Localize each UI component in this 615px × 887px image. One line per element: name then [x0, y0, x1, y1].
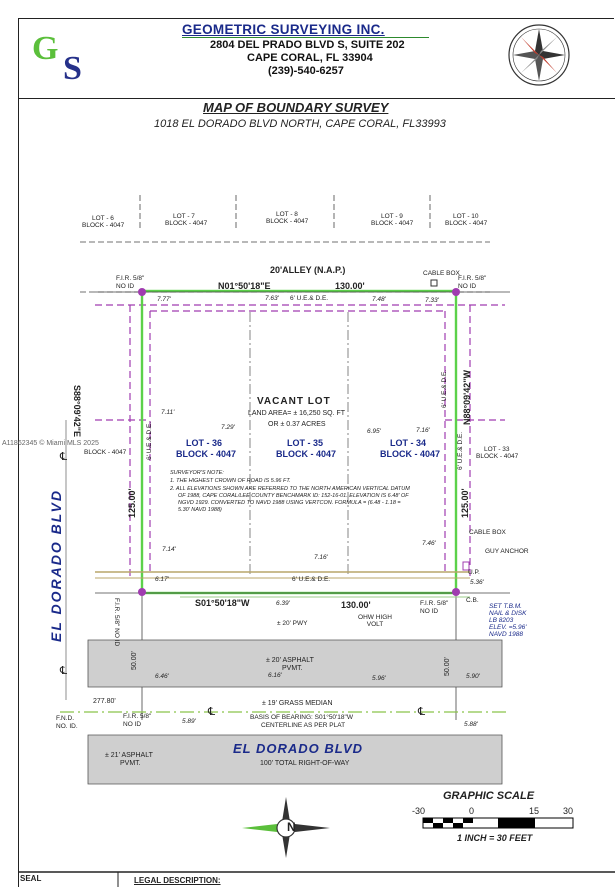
centerline-symbol-4: ℄ [418, 706, 426, 718]
side-road-name: EL DORADO BLVD [48, 489, 64, 642]
elev-748: 7.48' [372, 296, 386, 303]
scale-tick-30: 30 [563, 806, 574, 816]
surveyor-note-title: SURVEYOR'S NOTE: [170, 470, 224, 476]
surveyor-note-line-1: 1. THE HIGHEST CROWN OF ROAD IS 5.96 FT. [170, 478, 291, 484]
lot-37-block: BLOCK - 4047 [84, 449, 127, 456]
lot-35-block: BLOCK - 4047 [276, 449, 337, 459]
road-name: EL DORADO BLVD [233, 741, 364, 756]
elev-616: 6.16' [268, 672, 282, 679]
fnd-label-2: NO. ID. [56, 723, 78, 730]
utility-pole-label: U.P. [468, 569, 480, 576]
nw-corner-label-2: NO ID [116, 283, 135, 290]
lot-7-block: BLOCK - 4047 [165, 220, 208, 227]
basis-line-1: BASIS OF BEARING: S01°50'18"W [250, 714, 353, 721]
tbm-line-1: SET T.B.M. [489, 603, 522, 610]
address-line-1: 2804 DEL PRADO BLVD S, SUITE 202 [210, 39, 405, 51]
asphalt-1-label-1: ± 20' ASPHALT [266, 657, 314, 664]
lot-10-label: LOT - 10 [453, 213, 479, 220]
lot-9-label: LOT - 9 [381, 213, 403, 220]
elev-714: 7.14' [162, 546, 176, 553]
elev-777: 7.77' [157, 296, 171, 303]
elev-617: 6.17' [155, 576, 169, 583]
company-name: GEOMETRIC SURVEYING INC. [182, 22, 385, 37]
centerline-symbol-2: ℄ [60, 665, 68, 677]
north-easement-label: 6' U.E.& D.E. [290, 295, 329, 302]
ne-corner-label-2: NO ID [458, 283, 477, 290]
fnd-label-1: F.N.D. [56, 715, 75, 722]
lot-9-block: BLOCK - 4047 [371, 220, 414, 227]
dim-50-right: 50.00' [444, 657, 451, 676]
cable-box-2-label: CABLE BOX [469, 529, 506, 536]
guy-anchor-label: GUY ANCHOR [485, 548, 529, 555]
se-corner-label-2: NO ID [420, 608, 439, 615]
elev-746: 7.46' [422, 540, 436, 547]
right-of-way-label: 100' TOTAL RIGHT-OF-WAY [260, 760, 350, 767]
east-easement-label: 6' U.E.& D.E. [441, 369, 448, 408]
scale-tick-neg30: -30 [412, 806, 426, 816]
centerline-symbol-1: ℄ [60, 451, 68, 463]
ohw-label: OHW HIGH VOLT [358, 614, 392, 628]
logo-letter-g: G [32, 30, 59, 67]
se-corner-label-1: F.I.R. 5/8" [420, 600, 449, 607]
alley-label: 20'ALLEY (N.A.P.) [270, 265, 346, 275]
elev-536: 5.36' [470, 579, 484, 586]
map-subtitle: 1018 EL DORADO BLVD NORTH, CAPE CORAL, FL33993 [154, 118, 446, 130]
median-label: ± 19' GRASS MEDIAN [262, 700, 333, 707]
tbm-line-5: NAVD 1988 [489, 631, 523, 638]
elev-729: 7.29' [221, 424, 235, 431]
south-distance: 130.00' [341, 600, 371, 610]
lot-35-label: LOT - 35 [287, 438, 324, 448]
sw-corner-noid-label: NO ID [123, 721, 142, 728]
elev-695: 6.95' [367, 428, 381, 435]
west-distance: 125.00' [127, 488, 137, 518]
surveyor-note-line-4: NGVD 1929. CONVERTED TO NAVD 1988 USING VERTCON. FORMULA = (6.48 - 1.18 = [178, 500, 401, 506]
tbm-line-2: NAIL & DISK [489, 610, 527, 617]
catch-basin-label: C.B. [466, 597, 479, 604]
surveyor-note-line-3: OF 1988, CAPE CORAL/LEE COUNTY BENCHMARK ID: 152-16-01. ELEVATION IS 6.48' OF [178, 493, 409, 499]
elev-590: 5.90' [466, 673, 480, 680]
lot-36-label: LOT - 36 [186, 438, 223, 448]
dim-50-left: 50.00' [131, 651, 138, 670]
scale-tick-15: 15 [529, 806, 540, 816]
sw-corner-label: F.I.R. 5/8" NO ID [113, 598, 120, 647]
elev-639: 6.39' [276, 600, 290, 607]
east-bearing: N88°09'42"W [462, 369, 472, 425]
east-distance: 125.00' [460, 488, 470, 518]
north-arrow-icon [240, 795, 332, 860]
vacant-lot-title: VACANT LOT [257, 396, 331, 407]
tbm-line-3: LB 8203 [489, 617, 514, 624]
tbm-line-4: ELEV. =5.96' [489, 624, 527, 631]
elev-711: 7.11' [161, 409, 175, 416]
elev-646: 6.46' [155, 673, 169, 680]
lot-7-label: LOT - 7 [173, 213, 195, 220]
lot-6-block: BLOCK - 4047 [82, 222, 125, 229]
seal-label: SEAL [20, 874, 42, 883]
surveyor-note-line-5: 5.30' NAVD 1988) [178, 507, 222, 513]
asphalt-1-label-2: PVMT. [282, 665, 303, 672]
elev-733: 7.33' [425, 297, 439, 304]
south-easement-label: 6' U.E.& D.E. [292, 576, 331, 583]
asphalt-2-label-1: ± 21' ASPHALT [105, 752, 153, 759]
nw-corner-label-1: F.I.R. 5/8" [116, 275, 145, 282]
logo-letter-s: S [63, 50, 82, 87]
elev-588: 5.88' [464, 721, 478, 728]
vacant-lot-area: LAND AREA= ± 16,250 SQ. FT [248, 410, 346, 417]
lot-10-block: BLOCK - 4047 [445, 220, 488, 227]
west-easement-label: 6' U.E.& D.E. [146, 421, 153, 460]
lot-8-block: BLOCK - 4047 [266, 218, 309, 225]
basis-line-2: CENTERLINE AS PER PLAT [261, 722, 346, 729]
lot-36-block: BLOCK - 4047 [176, 449, 237, 459]
scale-tick-0: 0 [469, 806, 475, 816]
phone-number: (239)-540-6257 [268, 65, 344, 77]
watermark: A11862345 © Miami MLS 2025 [2, 440, 99, 447]
north-arrow-letter: N [287, 820, 296, 834]
asphalt-2-label-2: PVMT. [120, 760, 141, 767]
cable-box-label: CABLE BOX [423, 270, 460, 277]
north-bearing: N01°50'18"E [218, 281, 271, 291]
west-bearing: S88°09'42"E [72, 385, 82, 438]
lot-33-label: LOT - 33 [484, 446, 510, 453]
graphic-scale-title: GRAPHIC SCALE [443, 790, 535, 802]
lot-6-label: LOT - 6 [92, 215, 114, 222]
elev-596: 5.96' [372, 675, 386, 682]
surveyor-note-line-2: 2. ALL ELEVATIONS SHOWN ARE REFERRED TO THE NORTH AMERICAN VERTICAL DATUM [170, 486, 410, 492]
centerline-symbol-3: ℄ [208, 706, 216, 718]
vacant-lot-acres: OR ± 0.37 ACRES [268, 421, 326, 428]
elev-589: 5.89' [182, 718, 196, 725]
lot-33-block: BLOCK - 4047 [476, 453, 519, 460]
sw-corner-fir-label: F.I.R. 5/8" [123, 713, 152, 720]
dim-277-label: 277.80' [93, 698, 116, 705]
lot-34-block: BLOCK - 4047 [380, 449, 441, 459]
elev-716b: 7.16' [314, 554, 328, 561]
lot-8-label: LOT - 8 [276, 211, 298, 218]
elev-716a: 7.16' [416, 427, 430, 434]
ne-corner-label-1: F.I.R. 5/8" [458, 275, 487, 282]
pwy-label: ± 20' PWY [277, 620, 308, 627]
north-distance: 130.00' [335, 281, 365, 291]
east-easement-label-2: 6' U.E.& D.E. [457, 431, 464, 470]
elev-763: 7.63' [265, 295, 279, 302]
map-title: MAP OF BOUNDARY SURVEY [203, 100, 389, 115]
scale-unit: 1 INCH = 30 FEET [457, 833, 533, 843]
legal-description-label: LEGAL DESCRIPTION: [134, 876, 221, 885]
address-line-2: CAPE CORAL, FL 33904 [247, 52, 373, 64]
lot-34-label: LOT - 34 [390, 438, 427, 448]
south-bearing: S01°50'18"W [195, 598, 250, 608]
